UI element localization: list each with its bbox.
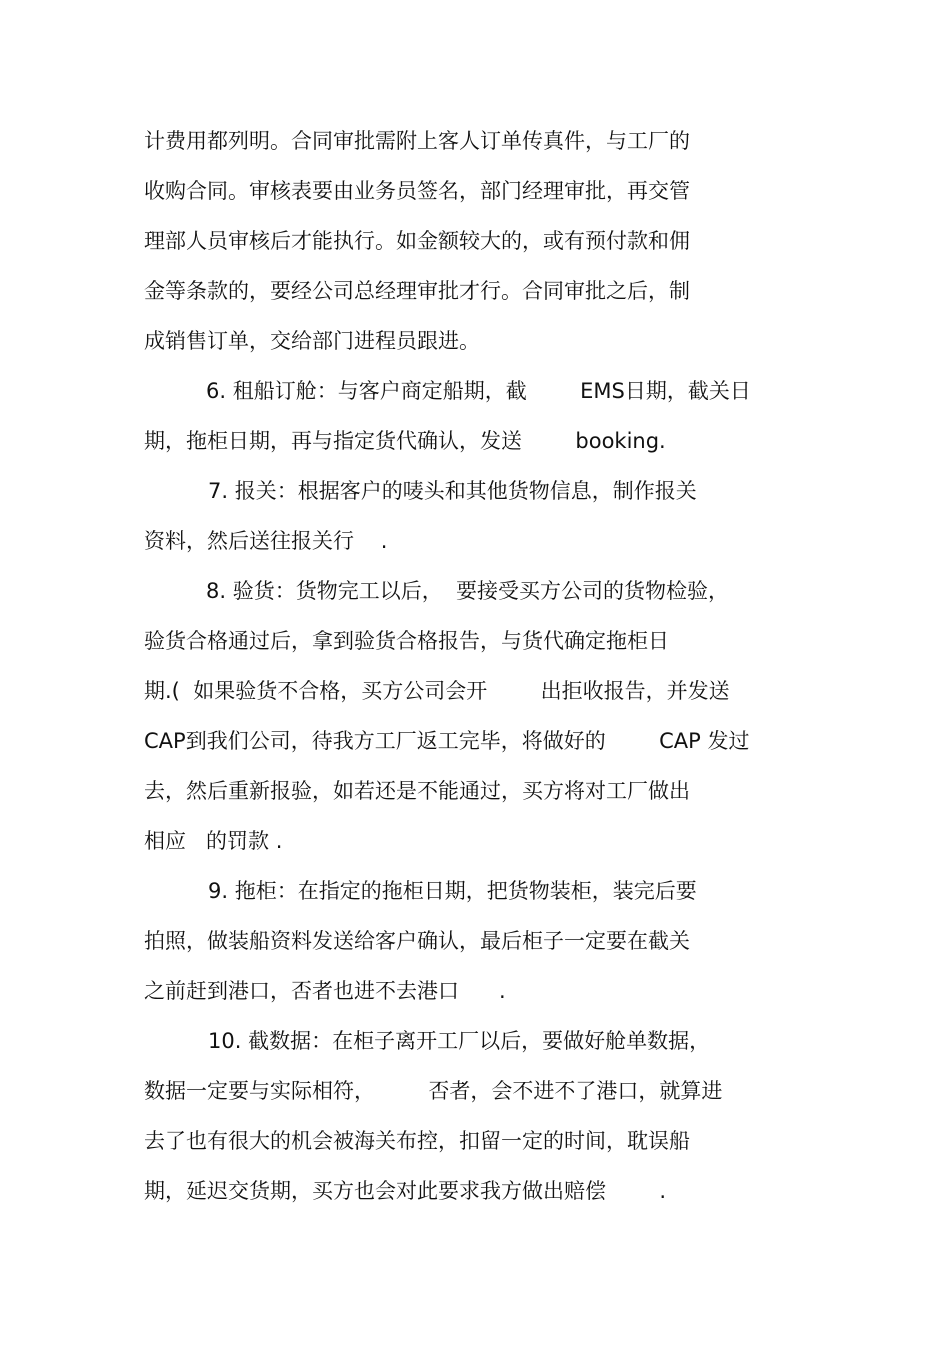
text-line: 拍照，做装船资料发送给客户确认，最后柜子一定要在截关 [144, 929, 690, 953]
text-line: 去，然后重新报验，如若还是不能通过，买方将对工厂做出 [144, 779, 690, 803]
text-line: 期，延迟交货期，买方也会对此要求我方做出赔偿 . [144, 1179, 667, 1203]
text-line: 8. 验货：货物完工以后， 要接受买方公司的货物检验， [206, 579, 730, 603]
text-line: 收购合同。审核表要由业务员签名，部门经理审批，再交管 [144, 179, 690, 203]
text-line: 数据一定要与实际相符， 否者，会不进不了港口，就算进 [144, 1079, 723, 1103]
text-line: 期，拖柜日期，再与指定货代确认，发送 booking. [144, 429, 666, 453]
text-line: 计费用都列明。合同审批需附上客人订单传真件，与工厂的 [144, 129, 690, 153]
text-line: CAP到我们公司，待我方工厂返工完毕，将做好的 CAP 发过 [144, 729, 750, 753]
text-line: 7. 报关：根据客户的唛头和其他货物信息，制作报关 [208, 479, 697, 503]
text-line: 10. 截数据：在柜子离开工厂以后，要做好舱单数据， [208, 1029, 711, 1053]
text-line: 验货合格通过后，拿到验货合格报告，与货代确定拖柜日 [144, 629, 669, 653]
text-line: 6. 租船订舱：与客户商定船期，截 EMS日期，截关日 [206, 379, 751, 403]
text-line: 金等条款的，要经公司总经理审批才行。合同审批之后，制 [144, 279, 690, 303]
text-line: 期.( 如果验货不合格，买方公司会开 出拒收报告，并发送 [144, 679, 730, 703]
text-line: 资料，然后送往报关行 . [144, 529, 388, 553]
text-line: 相应 的罚款 . [144, 829, 283, 853]
text-line: 之前赶到港口，否者也进不去港口 . [144, 979, 506, 1003]
text-line: 成销售订单，交给部门进程员跟进。 [144, 329, 480, 353]
text-line: 理部人员审核后才能执行。如金额较大的，或有预付款和佣 [144, 229, 690, 253]
text-line: 9. 拖柜：在指定的拖柜日期，把货物装柜，装完后要 [208, 879, 697, 903]
text-line: 去了也有很大的机会被海关布控，扣留一定的时间，耽误船 [144, 1129, 690, 1153]
